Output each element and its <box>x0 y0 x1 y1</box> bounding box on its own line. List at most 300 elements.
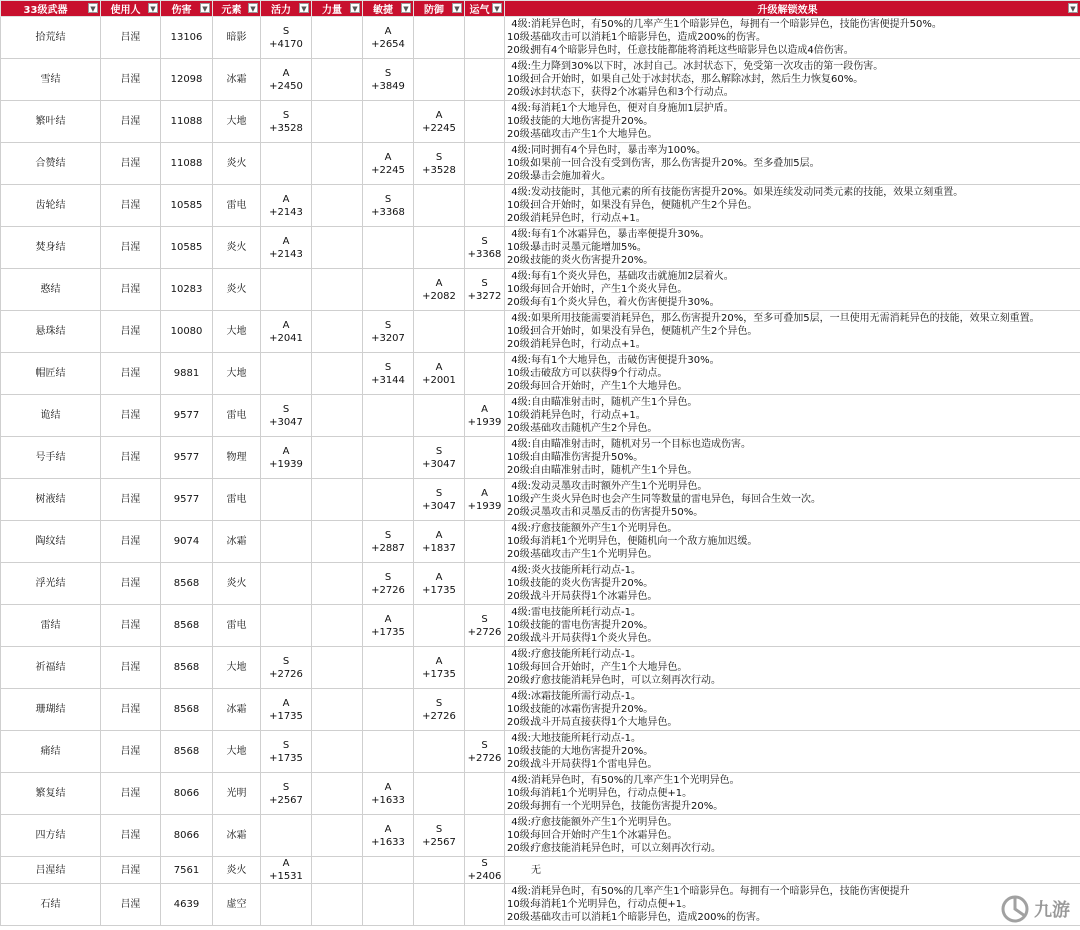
effect-line <box>507 31 1078 44</box>
effect-line <box>507 409 1078 422</box>
element-cell: 冰霜 <box>213 59 261 101</box>
effect-text: 疗愈技能所耗行动点-1。 <box>531 649 641 660</box>
element-cell: 光明 <box>213 773 261 815</box>
weapon-name-cell: 帽匠结 <box>1 353 101 395</box>
effect-line <box>507 367 1078 380</box>
attr-cell-luck <box>465 731 505 773</box>
weapon-name-cell: 拾荒结 <box>1 17 101 59</box>
table-row <box>1 605 1080 647</box>
weapon-name-cell: 号手结 <box>1 437 101 479</box>
attr-cell-luck <box>465 395 505 437</box>
effect-line <box>507 325 1078 338</box>
attr-cell-vit <box>261 17 312 59</box>
attr-cell-str <box>312 815 363 857</box>
col-header-label: 使用人 <box>110 5 141 16</box>
effect-line <box>507 312 1078 325</box>
effect-text: 每消耗1个大地异色，便对自身施加1层护盾。 <box>531 103 734 114</box>
filter-dropdown-icon[interactable]: ▼ <box>148 3 158 13</box>
attr-value: +2654 <box>371 38 405 50</box>
effect-text: 消耗异色时，有50%的几率产生1个暗影异色。每拥有一个暗影异色，技能伤害便提升 <box>531 886 910 897</box>
effect-line <box>507 493 1078 506</box>
effect-text: 疗愈技能额外产生1个光明异色。 <box>531 817 678 828</box>
attr-cell-vit <box>261 437 312 479</box>
weapon-name-cell: 繁叶结 <box>1 101 101 143</box>
attr-value: +3849 <box>371 80 405 92</box>
effect-level: 20级: <box>507 213 534 224</box>
attr-cell-str <box>312 395 363 437</box>
weapon-name-cell: 齿轮结 <box>1 185 101 227</box>
attr-cell-vit <box>261 185 312 227</box>
effect-level: 10级: <box>507 704 534 715</box>
weapon-name-cell: 痛结 <box>1 731 101 773</box>
filter-dropdown-icon[interactable]: ▼ <box>350 3 360 13</box>
element-cell: 炎火 <box>213 269 261 311</box>
damage-cell: 9074 <box>161 521 213 563</box>
element-cell: 冰霜 <box>213 521 261 563</box>
attr-value: +1837 <box>422 542 456 554</box>
effect-level: 10级: <box>507 326 534 337</box>
effect-text: 每消耗1个光明异色，行动点便+1。 <box>531 788 693 799</box>
effect-text: 技能的雷电伤害提升20%。 <box>531 620 654 631</box>
effects-cell <box>505 353 1080 395</box>
damage-cell: 10080 <box>161 311 213 353</box>
attr-cell-def <box>414 479 465 521</box>
effect-level: 10级: <box>507 494 534 505</box>
attr-value: +1735 <box>269 710 303 722</box>
attr-cell-def <box>414 101 465 143</box>
user-cell: 吕湦 <box>101 101 161 143</box>
effect-level: 10级: <box>507 452 534 463</box>
watermark-text: 九游 <box>1034 900 1070 921</box>
effects-cell <box>505 395 1080 437</box>
attr-value: +1735 <box>269 752 303 764</box>
attr-value: +3272 <box>467 290 502 302</box>
attr-grade: A <box>282 67 290 79</box>
attr-cell-def <box>414 521 465 563</box>
damage-cell: 9577 <box>161 395 213 437</box>
effect-text: 消耗异色时，行动点+1。 <box>531 339 646 350</box>
attr-cell-luck <box>465 605 505 647</box>
attr-cell-luck <box>465 59 505 101</box>
attr-cell-str <box>312 101 363 143</box>
attr-value: +2726 <box>467 752 502 764</box>
effect-line <box>507 254 1078 267</box>
weapon-name-cell: 陶纹结 <box>1 521 101 563</box>
effect-line <box>507 451 1078 464</box>
attr-cell-agi <box>363 227 414 269</box>
attr-cell-luck <box>465 857 505 884</box>
attr-grade: S <box>282 781 290 793</box>
effect-line <box>507 690 1078 703</box>
effect-level: 20级: <box>507 423 534 434</box>
effect-level: 10级: <box>507 578 534 589</box>
attr-cell-luck <box>465 563 505 605</box>
attr-cell-str <box>312 269 363 311</box>
user-cell: 吕湦 <box>101 353 161 395</box>
damage-cell: 8568 <box>161 605 213 647</box>
attr-value: +1633 <box>371 836 405 848</box>
attr-value: +1939 <box>467 500 502 512</box>
table-row <box>1 857 1080 884</box>
effect-level: 10级: <box>507 200 534 211</box>
attr-grade: S <box>435 151 443 163</box>
effect-line <box>507 716 1078 729</box>
attr-cell-vit <box>261 605 312 647</box>
element-cell: 暗影 <box>213 17 261 59</box>
attr-cell-agi <box>363 185 414 227</box>
weapon-name-cell: 树液结 <box>1 479 101 521</box>
attr-cell-luck <box>465 437 505 479</box>
col-header-damage <box>161 1 213 17</box>
effect-line <box>507 228 1078 241</box>
effect-text: 自由瞄准射击时，随机对另一个目标也造成伤害。 <box>531 439 751 450</box>
col-header-effects <box>505 1 1080 17</box>
effect-line <box>507 18 1078 31</box>
attr-grade: A <box>384 823 392 835</box>
attr-grade: S <box>282 655 290 667</box>
attr-cell-def <box>414 143 465 185</box>
attr-cell-agi <box>363 815 414 857</box>
effect-line <box>507 199 1078 212</box>
attr-cell-luck <box>465 647 505 689</box>
effect-text: 战斗开局获得1个雷电异色。 <box>531 759 658 770</box>
attr-grade: A <box>481 487 488 499</box>
attr-cell-vit <box>261 857 312 884</box>
damage-cell: 7561 <box>161 857 213 884</box>
attr-cell-luck <box>465 815 505 857</box>
attr-value: +1735 <box>422 668 456 680</box>
filter-dropdown-icon[interactable]: ▼ <box>299 3 309 13</box>
weapon-name-cell: 四方结 <box>1 815 101 857</box>
attr-cell-luck <box>465 227 505 269</box>
effect-text: 疗愈技能消耗异色时，可以立刻再次行动。 <box>531 843 721 854</box>
attr-cell-str <box>312 227 363 269</box>
effect-level: 10级: <box>507 284 534 295</box>
effect-line <box>507 590 1078 603</box>
table-row <box>1 143 1080 185</box>
attr-cell-luck <box>465 143 505 185</box>
attr-cell-def <box>414 311 465 353</box>
attr-cell-def <box>414 17 465 59</box>
attr-grade: A <box>435 109 443 121</box>
element-cell: 冰霜 <box>213 689 261 731</box>
filter-dropdown-icon[interactable]: ▼ <box>248 3 258 13</box>
effects-cell <box>505 647 1080 689</box>
col-header-element <box>213 1 261 17</box>
attr-grade: S <box>384 529 392 541</box>
effect-level: 10级: <box>507 620 534 631</box>
effect-line <box>507 270 1078 283</box>
effect-text: 基础攻击可以消耗1个暗影异色，造成200%的伤害。 <box>531 912 766 923</box>
attr-cell-str <box>312 563 363 605</box>
attr-cell-str <box>312 353 363 395</box>
attr-cell-def <box>414 563 465 605</box>
attr-cell-agi <box>363 605 414 647</box>
attr-value: +2245 <box>422 122 456 134</box>
col-header-defense <box>414 1 465 17</box>
user-cell: 吕湦 <box>101 773 161 815</box>
attr-value: +2245 <box>371 164 405 176</box>
attr-cell-agi <box>363 101 414 143</box>
col-header-label: 元素 <box>221 5 242 16</box>
attr-grade: A <box>384 781 392 793</box>
attr-value: +2726 <box>371 584 405 596</box>
col-header-label: 防御 <box>424 5 444 16</box>
attr-cell-agi <box>363 689 414 731</box>
effects-cell <box>505 479 1080 521</box>
attr-cell-vit <box>261 143 312 185</box>
effect-line <box>507 506 1078 519</box>
watermark <box>1000 894 1070 924</box>
attr-value: +2726 <box>269 668 303 680</box>
effect-line <box>507 422 1078 435</box>
user-cell: 吕湦 <box>101 479 161 521</box>
attr-cell-vit <box>261 521 312 563</box>
attr-cell-vit <box>261 689 312 731</box>
attr-grade: S <box>435 697 443 709</box>
table-row <box>1 563 1080 605</box>
attr-cell-str <box>312 689 363 731</box>
filter-dropdown-icon[interactable]: ▼ <box>88 3 98 13</box>
weapon-name-cell: 诡结 <box>1 395 101 437</box>
damage-cell: 10283 <box>161 269 213 311</box>
attr-cell-vit <box>261 311 312 353</box>
attr-value: +2143 <box>269 206 303 218</box>
attr-cell-str <box>312 437 363 479</box>
element-cell: 虚空 <box>213 884 261 926</box>
element-cell: 大地 <box>213 353 261 395</box>
effect-text: 每有1个炎火异色，基础攻击就施加2层着火。 <box>531 271 734 282</box>
attr-cell-def <box>414 857 465 884</box>
effects-cell <box>505 521 1080 563</box>
effects-cell <box>505 17 1080 59</box>
attr-cell-vit <box>261 101 312 143</box>
element-cell: 物理 <box>213 437 261 479</box>
effect-text: 技能的冰霜伤害提升20%。 <box>531 704 654 715</box>
effect-level: 20级: <box>507 591 534 602</box>
table-row <box>1 353 1080 395</box>
attr-grade: S <box>282 403 290 415</box>
attr-cell-def <box>414 884 465 926</box>
effect-line <box>507 157 1078 170</box>
table-row <box>1 647 1080 689</box>
attr-cell-str <box>312 731 363 773</box>
attr-cell-str <box>312 521 363 563</box>
effect-line <box>507 787 1078 800</box>
effect-text: 消耗异色时，行动点+1。 <box>531 410 646 421</box>
attr-cell-def <box>414 731 465 773</box>
attr-value: +2082 <box>422 290 456 302</box>
effect-line <box>507 648 1078 661</box>
element-cell: 炎火 <box>213 563 261 605</box>
user-cell: 吕湦 <box>101 647 161 689</box>
table-row <box>1 101 1080 143</box>
effect-text: 回合开始时，如果没有异色，便随机产生2个异色。 <box>531 200 758 211</box>
effect-line <box>507 44 1078 57</box>
effect-level: 4级: <box>511 397 531 408</box>
effects-cell <box>505 185 1080 227</box>
effect-text: 基础攻击随机产生2个异色。 <box>531 423 658 434</box>
element-cell: 雷电 <box>213 479 261 521</box>
effects-cell <box>505 143 1080 185</box>
col-header-strength <box>312 1 363 17</box>
effect-text: 自由瞄准射击时，随机产生1个异色。 <box>531 397 698 408</box>
attr-cell-def <box>414 437 465 479</box>
attr-cell-agi <box>363 311 414 353</box>
damage-cell: 12098 <box>161 59 213 101</box>
attr-cell-luck <box>465 479 505 521</box>
effect-level: 4级: <box>511 775 531 786</box>
attr-cell-str <box>312 479 363 521</box>
effect-text: 每有1个大地异色，击破伤害便提升30%。 <box>531 355 720 366</box>
weapon-name-cell: 雷结 <box>1 605 101 647</box>
attr-value: +2041 <box>269 332 303 344</box>
user-cell: 吕湦 <box>101 59 161 101</box>
attr-cell-vit <box>261 647 312 689</box>
attr-cell-vit <box>261 479 312 521</box>
effect-level: 4级: <box>511 145 531 156</box>
user-cell: 吕湦 <box>101 689 161 731</box>
effect-level: 20级: <box>507 801 534 812</box>
effect-level: 20级: <box>507 549 534 560</box>
filter-dropdown-icon[interactable]: ▼ <box>401 3 411 13</box>
attr-cell-agi <box>363 437 414 479</box>
effect-line <box>507 885 1078 898</box>
filter-dropdown-icon[interactable]: ▼ <box>1068 3 1078 13</box>
effect-level: 20级: <box>507 507 534 518</box>
attr-value: +2001 <box>422 374 456 386</box>
effect-level: 4级: <box>511 886 531 897</box>
attr-value: +1735 <box>422 584 456 596</box>
table-row <box>1 731 1080 773</box>
attr-cell-agi <box>363 563 414 605</box>
effect-text: 每消耗1个光明异色，行动点便+1。 <box>531 899 693 910</box>
attr-grade: A <box>435 361 443 373</box>
filter-dropdown-icon[interactable]: ▼ <box>492 3 502 13</box>
table-row <box>1 884 1080 926</box>
attr-cell-luck <box>465 17 505 59</box>
attr-cell-agi <box>363 269 414 311</box>
attr-value: +2567 <box>269 794 303 806</box>
effect-level: 20级: <box>507 87 534 98</box>
attr-cell-def <box>414 647 465 689</box>
col-header-vitality <box>261 1 312 17</box>
effect-line <box>507 73 1078 86</box>
attr-cell-agi <box>363 353 414 395</box>
weapon-name-cell: 合赞结 <box>1 143 101 185</box>
effect-line <box>507 898 1078 911</box>
attr-grade: S <box>435 823 443 835</box>
damage-cell: 11088 <box>161 143 213 185</box>
effect-text: 自由瞄准射击时，随机产生1个异色。 <box>531 465 698 476</box>
attr-cell-str <box>312 185 363 227</box>
attr-cell-str <box>312 143 363 185</box>
attr-cell-vit <box>261 227 312 269</box>
user-cell: 吕湦 <box>101 857 161 884</box>
effect-line <box>507 577 1078 590</box>
attr-value: +3047 <box>422 500 456 512</box>
effect-text: 战斗开局获得1个炎火异色。 <box>531 633 658 644</box>
attr-cell-str <box>312 59 363 101</box>
effect-line <box>507 283 1078 296</box>
effect-line <box>507 606 1078 619</box>
attr-grade: S <box>435 445 443 457</box>
attr-cell-str <box>312 647 363 689</box>
attr-value: +3528 <box>422 164 456 176</box>
effect-line <box>507 522 1078 535</box>
table-row <box>1 227 1080 269</box>
effect-text: 无 <box>531 864 541 876</box>
effect-level: 20级: <box>507 759 534 770</box>
effect-text: 回合开始时，如果没有异色，便随机产生2个异色。 <box>531 326 758 337</box>
effect-text: 拥有4个暗影异色时，任意技能都能将消耗这些暗影异色以造成4倍伤害。 <box>531 45 854 56</box>
effect-level: 20级: <box>507 339 534 350</box>
col-header-agility <box>363 1 414 17</box>
user-cell: 吕湦 <box>101 395 161 437</box>
effect-line <box>507 60 1078 73</box>
effect-text: 消耗异色时，行动点+1。 <box>531 213 646 224</box>
attr-cell-luck <box>465 884 505 926</box>
attr-cell-agi <box>363 143 414 185</box>
effect-level: 10级: <box>507 746 534 757</box>
effect-line <box>507 864 1078 877</box>
user-cell: 吕湦 <box>101 563 161 605</box>
effect-line <box>507 732 1078 745</box>
attr-grade: S <box>282 739 290 751</box>
attr-grade: A <box>384 613 392 625</box>
effects-cell <box>505 311 1080 353</box>
filter-dropdown-icon[interactable]: ▼ <box>200 3 210 13</box>
effect-text: 如果所用技能需要消耗异色，那么伤害提升20%，至多可叠加5层，一旦使用无需消耗异色的技能，效果立刻重置。 <box>531 313 1040 324</box>
attr-value: +1633 <box>371 794 405 806</box>
attr-cell-def <box>414 59 465 101</box>
attr-grade: A <box>435 655 443 667</box>
user-cell: 吕湦 <box>101 437 161 479</box>
effect-level: 10级: <box>507 242 534 253</box>
effect-level: 20级: <box>507 45 534 56</box>
attr-cell-str <box>312 605 363 647</box>
attr-cell-luck <box>465 185 505 227</box>
effect-text: 击破敌方可以获得9个行动点。 <box>531 368 668 379</box>
table-body <box>1 17 1080 926</box>
effect-line <box>507 774 1078 787</box>
attr-cell-vit <box>261 59 312 101</box>
effect-line <box>507 800 1078 813</box>
effect-text: 每回合开始时，产生1个大地异色。 <box>531 381 688 392</box>
damage-cell: 9577 <box>161 437 213 479</box>
effect-text: 每回合开始时，产生1个大地异色。 <box>531 662 688 673</box>
effect-level: 4级: <box>511 607 531 618</box>
user-cell: 吕湦 <box>101 17 161 59</box>
attr-cell-agi <box>363 884 414 926</box>
effect-level: 20级: <box>507 633 534 644</box>
damage-cell: 8066 <box>161 773 213 815</box>
weapon-name-cell: 繁复结 <box>1 773 101 815</box>
filter-dropdown-icon[interactable]: ▼ <box>452 3 462 13</box>
element-cell: 雷电 <box>213 605 261 647</box>
effect-level: 20级: <box>507 912 534 923</box>
attr-cell-agi <box>363 731 414 773</box>
attr-grade: S <box>481 739 488 751</box>
attr-grade: S <box>282 109 290 121</box>
effect-line <box>507 115 1078 128</box>
table-row <box>1 269 1080 311</box>
effect-level: 10级: <box>507 32 534 43</box>
table-row <box>1 773 1080 815</box>
user-cell: 吕湦 <box>101 884 161 926</box>
attr-cell-vit <box>261 815 312 857</box>
damage-cell: 8568 <box>161 563 213 605</box>
